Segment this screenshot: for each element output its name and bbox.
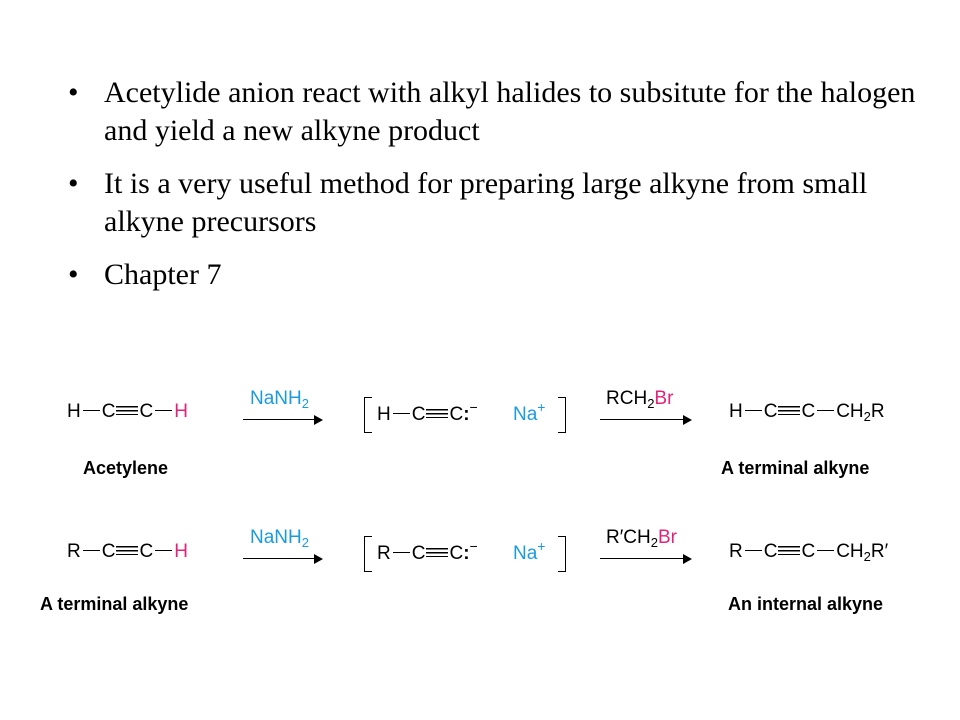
bracket-left (364, 397, 372, 433)
formula-part: 2 (647, 396, 655, 411)
bracket-right (558, 536, 566, 572)
formula-part: 2 (301, 535, 309, 550)
bullet-text: Acetylide anion react with alkyl halides to subsitute for the halogen and yield a new alkyne product (104, 76, 916, 147)
formula-part: − (469, 538, 478, 554)
triple-bond (778, 406, 800, 415)
bullet-item (64, 165, 944, 241)
reaction-arrow (243, 554, 323, 564)
formula-part: H (174, 401, 188, 422)
lone-pair: : (463, 543, 470, 564)
bullet-text: Chapter 7 (104, 258, 222, 291)
single-bond (393, 552, 410, 553)
acetylene-formula (67, 400, 188, 424)
internal-alkyne-product (729, 540, 888, 565)
formula-part: 2 (301, 396, 309, 411)
formula-part: C (449, 543, 464, 564)
bullet-dot: • (68, 258, 79, 291)
triple-bond (116, 546, 138, 555)
formula-part: − (469, 399, 478, 415)
lone-pair: : (463, 404, 470, 425)
formula-part: R (729, 541, 743, 562)
formula-part: H (377, 404, 391, 425)
single-bond (817, 410, 834, 411)
formula-part: NaNH (250, 527, 302, 548)
sodium-cation (513, 399, 546, 427)
formula-part: C (139, 541, 154, 562)
alkyl-acetylide-anion (377, 538, 478, 566)
single-bond (393, 413, 410, 414)
sodium-cation (513, 538, 546, 566)
acetylene-label: Acetylene (83, 458, 169, 478)
single-bond (817, 550, 834, 551)
bullet-text: It is a very useful method for preparing large alkyne from small alkyne precursors (104, 167, 868, 238)
formula-part: CH (836, 401, 864, 422)
triple-bond (426, 548, 448, 557)
formula-part: C (139, 401, 154, 422)
reagent-alkyl-bromide-prime (606, 526, 677, 551)
reaction-arrow (600, 554, 692, 564)
terminal-alkyne-formula (67, 540, 188, 564)
formula-part: 2 (863, 549, 871, 564)
terminal-alkyne-label: A terminal alkyne (721, 458, 870, 478)
formula-part: Br (654, 388, 674, 409)
triple-bond (116, 406, 138, 415)
formula-part: C (101, 541, 116, 562)
formula-part: C (411, 404, 426, 425)
formula-part: C (801, 401, 816, 422)
formula-part: R (606, 388, 620, 409)
formula-part: H (729, 401, 743, 422)
bracket-right (558, 397, 566, 433)
formula-part: C (763, 401, 778, 422)
formula-part: C (801, 541, 816, 562)
reaction-scheme (0, 360, 960, 640)
acetylide-anion (377, 399, 478, 427)
formula-part: NaNH (250, 388, 302, 409)
bullet-dot: • (68, 76, 79, 109)
formula-part: Br (657, 527, 677, 548)
formula-part: CH (623, 527, 651, 548)
single-bond (745, 550, 762, 551)
bullet-dot: • (68, 167, 79, 200)
formula-part: C (763, 541, 778, 562)
bullet-list (64, 74, 944, 309)
formula-part: R (377, 543, 391, 564)
single-bond (155, 550, 172, 551)
single-bond (155, 410, 172, 411)
formula-part: + (537, 399, 546, 415)
triple-bond (426, 409, 448, 418)
formula-part: R (870, 401, 885, 422)
single-bond (83, 550, 100, 551)
bullet-item (64, 74, 944, 150)
formula-part: R′ (870, 541, 889, 562)
reaction-arrow (243, 415, 323, 425)
terminal-alkyne-product (729, 400, 885, 425)
formula-part: + (537, 538, 546, 554)
bullet-item (64, 256, 944, 294)
formula-part: C (449, 404, 464, 425)
formula-part: CH (619, 388, 648, 409)
reagent-sodium-amide (250, 387, 309, 412)
reagent-alkyl-bromide (606, 387, 673, 412)
formula-part: H (67, 401, 81, 422)
formula-part: H (174, 541, 188, 562)
bracket-left (364, 536, 372, 572)
reaction-arrow (600, 415, 692, 425)
terminal-alkyne-reactant-label: A terminal alkyne (40, 594, 189, 614)
single-bond (745, 410, 762, 411)
formula-part: R′ (606, 527, 624, 548)
formula-part: Na (513, 404, 538, 425)
single-bond (83, 410, 100, 411)
formula-part: Na (513, 543, 538, 564)
formula-part: 2 (650, 535, 658, 550)
formula-part: C (101, 401, 116, 422)
formula-part: 2 (863, 409, 871, 424)
internal-alkyne-label: An internal alkyne (728, 594, 884, 614)
formula-part: R (67, 541, 81, 562)
formula-part: CH (836, 541, 864, 562)
triple-bond (778, 546, 800, 555)
formula-part: C (411, 543, 426, 564)
reagent-sodium-amide (250, 526, 309, 551)
